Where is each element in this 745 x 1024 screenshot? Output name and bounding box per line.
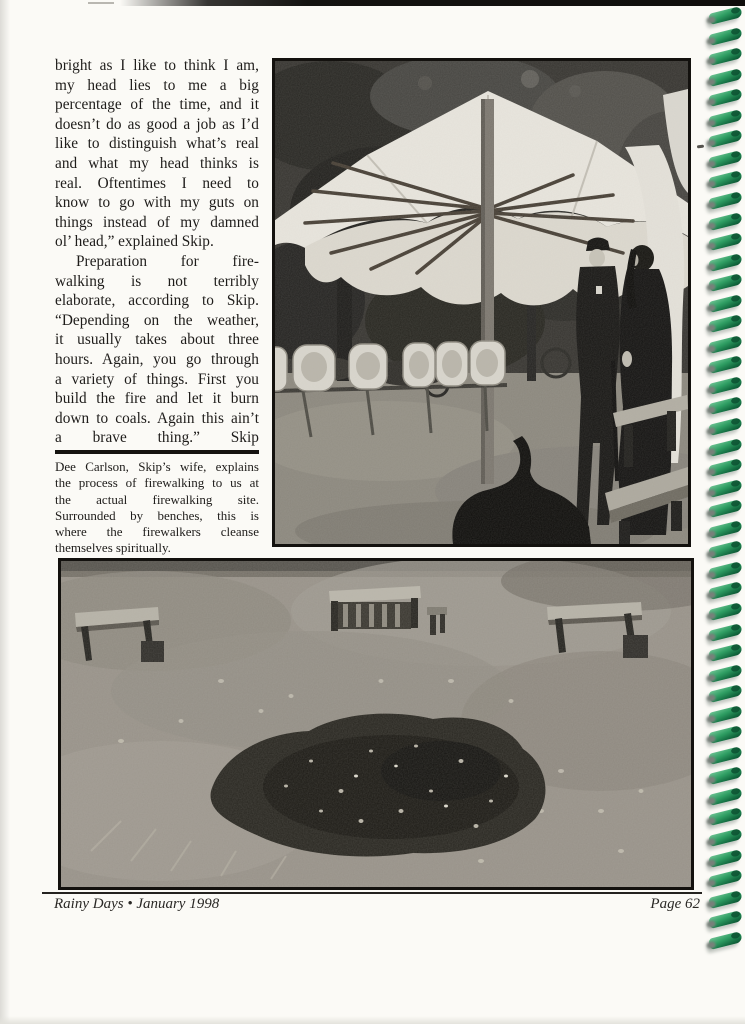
text-line: real. Oftentimes I need to xyxy=(55,174,259,192)
spiral-coil xyxy=(708,417,743,436)
spiral-coil xyxy=(708,479,743,498)
text-line: hours. Again, you go through xyxy=(55,350,259,368)
text-line: it usually takes about three xyxy=(55,331,259,349)
scan-smudge xyxy=(88,2,114,4)
text-line: elaborate, according to Skip. xyxy=(55,292,259,310)
spiral-coil xyxy=(708,540,743,559)
spiral-coil xyxy=(708,684,743,703)
text-line: Dee Carlson, Skip’s wife, explains xyxy=(55,459,259,474)
firepit-photo-art xyxy=(61,561,691,887)
spiral-coil xyxy=(708,705,743,724)
text-line: things instead of my damned xyxy=(55,213,259,231)
spiral-coil xyxy=(708,746,743,765)
spiral-coil xyxy=(708,335,743,354)
text-line: doesn’t do as good a job as I’d xyxy=(55,115,259,133)
spiral-coil xyxy=(708,397,743,416)
footer-rule xyxy=(42,892,702,894)
page-bottom-shadow xyxy=(0,1016,745,1024)
text-line: percentage of the time, and it xyxy=(55,96,259,114)
text-line: “Depending on the weather, xyxy=(55,311,259,329)
caption-divider-rule xyxy=(55,450,259,454)
spiral-coil xyxy=(708,273,743,292)
text-line: know to go with my guts on xyxy=(55,194,259,212)
article-column xyxy=(55,56,259,448)
spiral-binding xyxy=(697,0,745,1024)
text-line: ol’ head,” explained Skip. xyxy=(55,233,214,251)
spiral-coil xyxy=(708,356,743,375)
spiral-coil xyxy=(708,664,743,683)
spiral-coil xyxy=(708,499,743,518)
spiral-coil xyxy=(708,68,743,87)
spiral-coil xyxy=(708,725,743,744)
text-line: the process of firewalking to us at xyxy=(55,475,259,491)
spiral-coil xyxy=(708,438,743,457)
footer-page-number: Page 62 xyxy=(650,896,700,912)
spiral-coil xyxy=(708,109,743,128)
text-line: a variety of things. First you xyxy=(55,370,259,388)
spiral-coil xyxy=(708,47,743,66)
spiral-coil xyxy=(708,520,743,539)
spiral-coil xyxy=(708,129,743,148)
text-line: Preparation for fire- xyxy=(76,252,259,270)
text-line: walking is not terribly xyxy=(55,272,259,290)
photo-caption xyxy=(55,459,259,557)
text-line: themselves spiritually. xyxy=(55,540,171,556)
spiral-coil xyxy=(708,582,743,601)
text-line: bright as I like to think I am, xyxy=(55,57,259,74)
spiral-coil xyxy=(708,808,743,827)
spiral-coil xyxy=(708,314,743,333)
spiral-coil xyxy=(708,787,743,806)
spiral-coil xyxy=(708,869,743,888)
body-paragraph-1 xyxy=(55,56,259,252)
text-line: where the firewalkers cleanse xyxy=(55,524,259,540)
text-line: like to distinguish what’s real xyxy=(55,135,259,153)
canopy-photo-art xyxy=(275,61,688,544)
page-footer xyxy=(42,896,702,913)
spiral-coil xyxy=(708,232,743,251)
text-line: a brave thing.” Skip xyxy=(55,429,259,447)
footer-journal-title: Rainy Days • January 1998 xyxy=(54,896,220,912)
text-line: Surrounded by benches, this is xyxy=(55,507,259,523)
text-line: the actual firewalking site. xyxy=(55,491,259,507)
spiral-coil xyxy=(708,150,743,169)
spiral-coil xyxy=(708,6,743,25)
spiral-coil xyxy=(708,376,743,395)
canopy-photo xyxy=(272,58,691,547)
spiral-coil xyxy=(708,767,743,786)
spiral-coil xyxy=(708,849,743,868)
scan-artifact-bar xyxy=(120,0,745,6)
text-line: my head lies to me a big xyxy=(55,76,259,94)
spiral-coil xyxy=(708,191,743,210)
spiral-coil xyxy=(708,212,743,231)
text-line: build the fire and let it burn xyxy=(55,390,259,408)
spiral-coil xyxy=(708,171,743,190)
text-line: and what my head thinks is xyxy=(55,154,259,172)
spiral-coil xyxy=(708,561,743,580)
text-line: down to coals. Again this ain’t xyxy=(55,409,259,427)
page-edge-shadow xyxy=(0,0,10,1024)
spiral-coil xyxy=(708,88,743,107)
spiral-coil xyxy=(708,931,743,950)
spiral-coil xyxy=(708,458,743,477)
spiral-coil xyxy=(708,828,743,847)
spiral-coil xyxy=(708,910,743,929)
firepit-photo xyxy=(58,558,694,890)
spiral-coil xyxy=(708,643,743,662)
spiral-coil xyxy=(708,602,743,621)
spiral-coil xyxy=(708,253,743,272)
spiral-coil xyxy=(708,623,743,642)
spiral-coil xyxy=(708,294,743,313)
spiral-coil xyxy=(708,27,743,46)
body-paragraph-2 xyxy=(55,252,259,448)
spiral-coil xyxy=(708,890,743,909)
